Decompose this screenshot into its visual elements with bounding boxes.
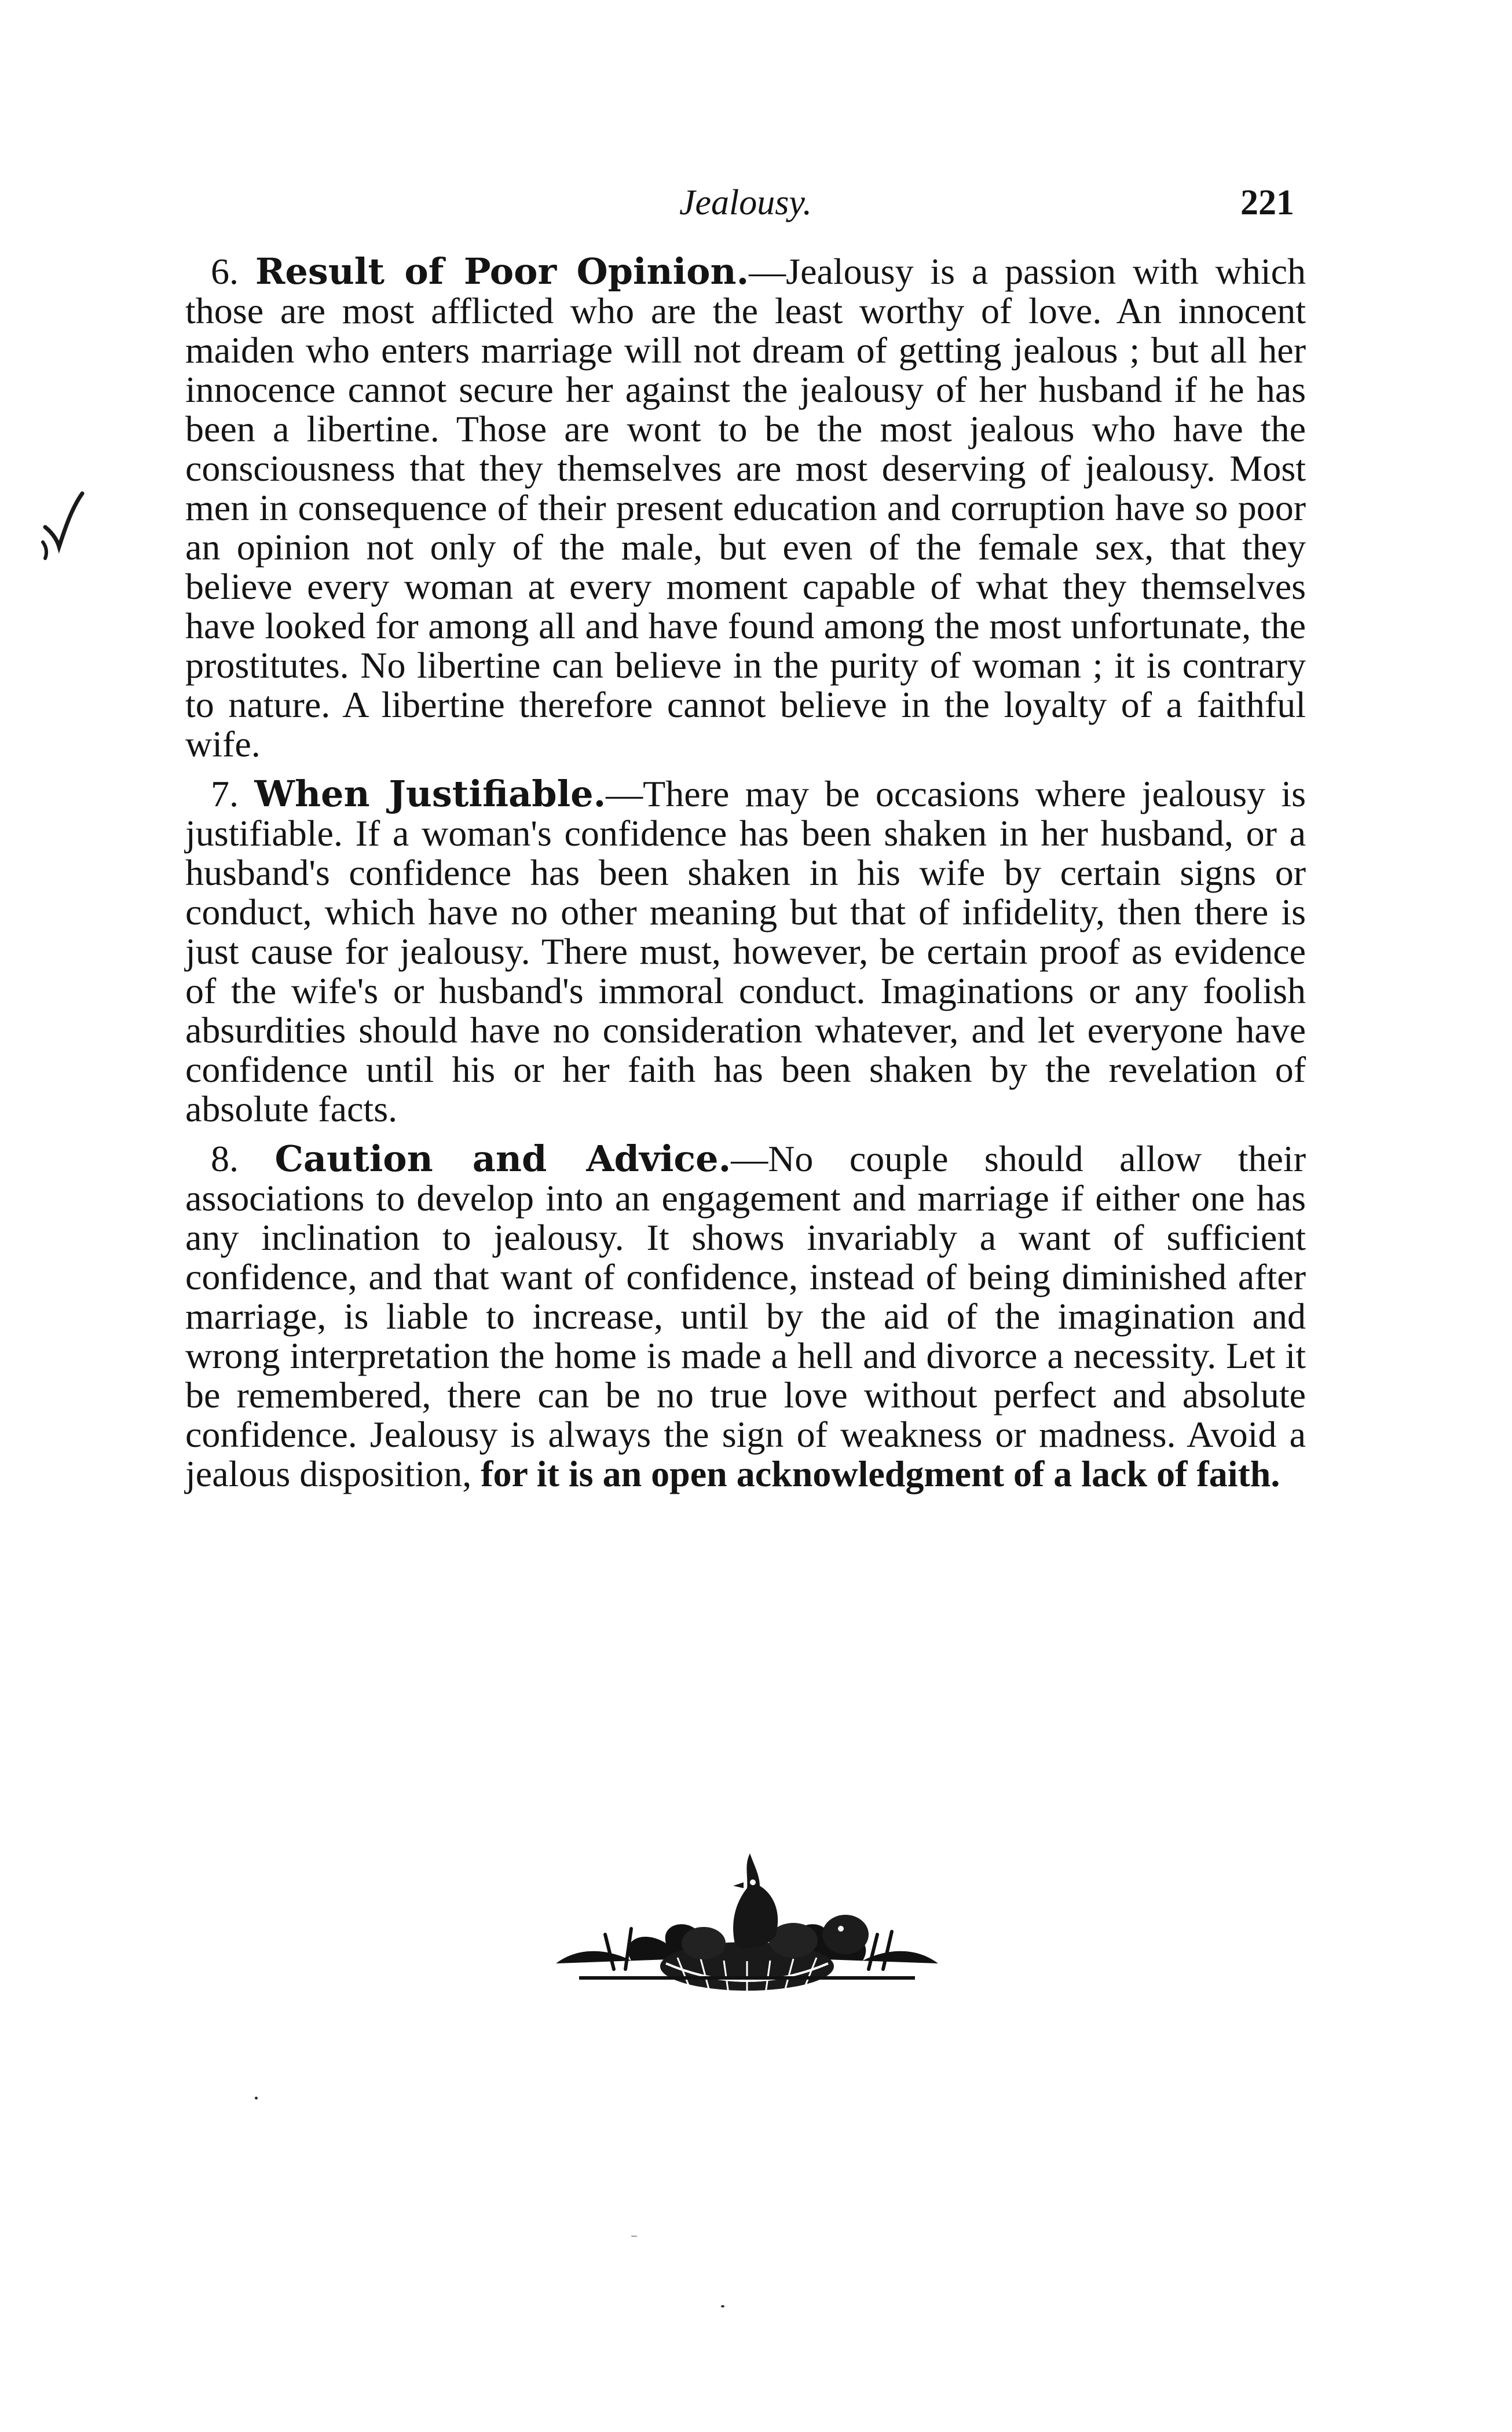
paragraph-result-of-poor-opinion: [185, 252, 1306, 764]
paragraph-caution-and-advice: [185, 1139, 1306, 1494]
section-heading: When Justifiable.: [254, 773, 606, 815]
print-speck: [721, 2305, 724, 2307]
paragraph-text: —There may be occasions where jealousy is justifiable. If a woman's confidence has been shaken in her husband, or a husband's confidence has been shaken in his wife by certain signs or conduct, which have no other meaning but that of infidelity, then there is just cause for jealousy. There must, however, be certain proof as evidence of the wife's or husband's immoral conduct. Imaginations or any foolish absurdities should have no consideration whatever, and let everyone have confidence until his or her faith has been shaken by the revelation of absolute facts.: [185, 773, 1306, 1129]
page-header: [185, 177, 1306, 229]
section-heading: Caution and Advice.: [274, 1138, 731, 1180]
paragraph-number: 6.: [211, 251, 239, 292]
paragraph-when-justifiable: [185, 774, 1306, 1129]
bird-nest-vignette-icon: [544, 1848, 950, 2004]
body-text: [185, 252, 1306, 1504]
paragraph-text: —No couple should allow their associations to develop into an engagement and marriage if either one has any inclination to jealousy. It shows invariably a want of sufficient confidence, and that want of confidence, instead of being diminished after marriage, is liable to increase, until by the aid of the imagination and wrong interpretation the home is made a hell and divorce a necessity. Let it be remembered, there can be no true love without perfect and absolute confidence. Jealousy is always the sign of weakness or madness. Avoid a jealous disposition,: [185, 1138, 1306, 1494]
paragraph-number: 7.: [211, 773, 239, 814]
paragraph-number: 8.: [211, 1138, 239, 1179]
page-number: 221: [1240, 183, 1294, 222]
section-heading: Result of Poor Opinion.: [255, 250, 749, 292]
paragraph-text: —Jealousy is a passion with which those are most afflicted who are the least worthy of love. An innocent maiden who enters marriage will not dream of getting jealous ; but all her innocence cannot secure her against the jealousy of her husband if he has been a libertine. Those are wont to be the most jealous who have the consciousness that they themselves are most deserving of jealousy. Most men in consequence of their present education and corruption have so poor an opinion not only of the male, but even of the female sex, that they believe every woman at every moment capable of what they themselves have looked for among all and have found among the most unfortunate, the prostitutes. No libertine can believe in the purity of woman ; it is contrary to nature. A libertine therefore cannot believe in the loyalty of a faithful wife.: [185, 251, 1306, 765]
print-speck: [631, 2236, 637, 2237]
pencil-checkmark-icon: [34, 487, 86, 562]
paragraph-closing-text: for it is an open acknowledgment of a lack of faith.: [481, 1453, 1280, 1494]
print-speck: [255, 2097, 258, 2100]
running-head: Jealousy.: [679, 183, 812, 222]
